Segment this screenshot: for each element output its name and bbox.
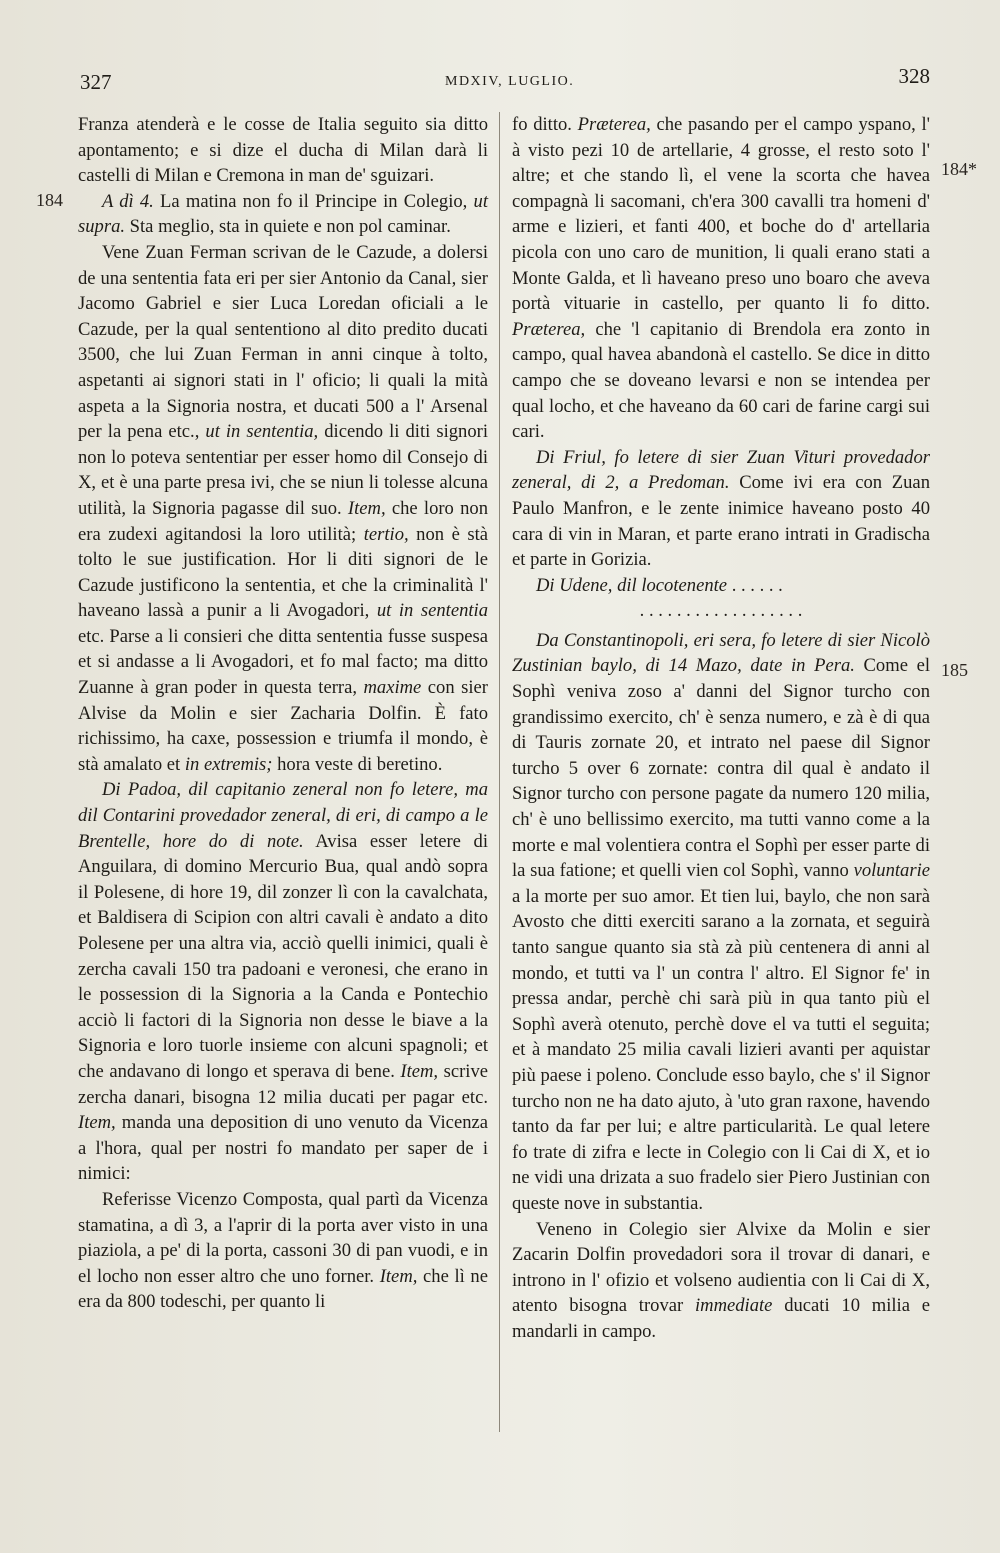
letter-heading: Da Constantinopoli, eri sera, fo letere di sier Nicolò Zustinian baylo, di 14 Mazo, date in Pera. (512, 629, 930, 677)
paragraph: Di Friul, fo letere di sier Zuan Vituri provedador zeneral, di 2, a Predoman. Come ivi era con Zuan Paulo Manfron, e le zente inimice haveano posto 40 cara di vin in Maran, et parte erano intrati in Gradischa et parte in Gorizia. (512, 446, 930, 571)
running-title: MDXIV, LUGLIO. (445, 74, 575, 89)
margin-number-left: 184 (36, 190, 63, 210)
paragraph: Franza atenderà e le cosse de Italia seguito sia ditto apontamento; e si dize el ducha di Milan darà li castelli di Milan e Cremona in man de' sguizari. (78, 114, 488, 187)
page-number-right: 328 (898, 64, 930, 88)
right-column (512, 112, 930, 1345)
paragraph: Di Udene, dil locotenente . . . . . . (536, 574, 783, 596)
paragraph: Vene Zuan Ferman scrivan de le Cazude, a dolersi de una sententia fata eri per sier Antonio da Canal, sier Jacomo Gabriel e sier Luca Loredan oficiali a le Cazude, per la qual sententiono al dito predito ducati 3500, che lui Zuan Ferman in anni cinque à tolto, aspetanti ai signori stati in l' oficio; li quali la mità aspeta a la Signoria nostra, et ducati 500 a l' Arsenal per la pena etc., ut in sententia, dicendo li diti signori non lo poteva sententiar per esser homo dil Consejo di X, et è una parte presa ivi, che se niun li tolesse alcuna utilità, la Signoria pagasse dil suo. Item, che loro non era zudexi agitandosi la loro utilità; tertio, non è stà tolto le sue justification. Hor li diti signori de le Cazude justificono la sententia, et che la criminalità l' haveano lassà a punir a li Avogadori, ut in sententia etc. Parse a li consieri che ditta sententia fusse suspesa et si andasse a li Avogadori, et fo mal facto; ma ditto Zuanne à gran poder in questa terra, maxime con sier Alvise da Molin e sier Zacharia Dolfin. È fato richissimo, ha caxe, possession e triumfa il mondo, è stà amalato et in extremis; hora veste di beretino. (78, 241, 488, 775)
paragraph: fo ditto. Præterea, che pasando per el campo yspano, l' à visto pezi 10 de artellarie, 4 grosse, el resto soto l' altre; et che stando lì, el vene la scorta che havea compagnà li sacomani, ch'era 300 cavalli tra homeni d' arme e lizieri, et fanti 400, et boche do d' artellaria picola con uno caro de munition, li quali erano stati a Monte Galda, et lì haveano preso uno boaro che aveva portà vituarie in castello, per quanto li fo ditto. Præterea, che 'l capitanio di Brendola era zonto in campo, qual havea abandonà el castello. Se dice in ditto campo che se doveano levarsi e non se intendea per qual locho, et che haveano da 60 cari de farine cargi sui cari. (512, 114, 930, 443)
letter-heading: Di Padoa, dil capitanio zeneral non fo letere, ma dil Contarini provedador zeneral, di eri, di campo a le Brentelle, hore do di note. (78, 779, 488, 852)
column-divider (499, 112, 500, 1432)
paragraph: Di Padoa, dil capitanio zeneral non fo letere, ma dil Contarini provedador zeneral, di eri, di campo a le Brentelle, hore do di note. Avisa esser letere di Anguilara, di domino Mercurio Bua, qual andò sopra il Polesene, di hore 19, dil zonzer lì con la cavalchata, et Baldisera di Scipion con altri cavali è andato a dito Polesene per una altra via, acciò quelli inimici, quali è zercha cavali 150 tra padoani e veronesi, che erano in le possession di la Signoria a la Canda e Pontechio acciò li factori di la Signoria non desse le biave a la Signoria e loro tuorle insieme con alcuni spagnoli; et che andavano di longo et sperava di bene. Item, scrive zercha danari, bisogna 12 milia ducati per pagar etc. Item, manda una deposition di uno venuto da Vicenza a l'hora, qual per nostri fo mandato per saper de i nimici: (78, 779, 489, 1185)
page-header (80, 64, 930, 100)
paragraph: Referisse Vicenzo Composta, qual partì da Vicenza stamatina, a dì 3, a l'aprir di la porta aver visto in una piaziola, a pe' di la porta, cassoni 30 di pan vuodi, e in el locho non esser altro che uno forner. Item, che lì ne era da 800 todeschi, per quanto li (78, 1188, 488, 1313)
ellipsis-line: . . . . . . . . . . . . . . . . . . (639, 600, 803, 622)
paragraph: Da Constantinopoli, eri sera, fo letere di sier Nicolò Zustinian baylo, di 14 Mazo, date in Pera. Come el Sophì veniva zoso a' danni del Signor turcho con grandissimo exercito, ch' è senza numero, e zà è di qua di Tauris zornate 20, et intrato nel paese dil Signor turcho 5 over 6 zornate: contra dil qual è andato il Signor turcho con persone pagate da numero 120 milia, ch' è uno bellissimo exercito, ma tutti vanno come a la morte e mal volentiera contra el Sophì per esser parte di la sua fatione; et quelli vien col Sophì, vanno voluntarie a la morte per suo amor. Et tien lui, baylo, che non sarà Avosto che ditti exerciti sarano a la zornata, et seguirà tanto sangue quanto sia stà zà più centenera di anni al mondo, et tutti va l' un contra l' altro. El Signor fe' in pressa andar, perchè chi sarà più in qua tanto più el Sophì averà otenuto, perchè dove el va tutti el seguita; et à mandato 25 milia cavali lizieri avanti per aquistar più paese i poleno. Conclude esso baylo, che s' il Signor turcho non ne ha dato ajuto, à 'uto gran raxone, havendo tanto da far per lui; e altre particularità. Le qual letere fo trate di zifra e lecte in Colegio con li Cai di X, et io ne vidi una drizata a suo fradelo sier Piero Justinian con queste nove in substantia. (512, 629, 930, 1214)
letter-heading: Di Udene, dil locotenente (536, 574, 728, 596)
paragraph: A dì 4. La matina non fo il Principe in Colegio, ut supra. Sta meglio, sta in quiete e non pol caminar. (78, 190, 488, 238)
letter-heading: Di Friul, fo letere di sier Zuan Vituri provedador zeneral, di 2, a Predoman. (512, 446, 930, 494)
page-number-left: 327 (80, 70, 112, 94)
left-column (78, 112, 488, 1315)
paragraph: Veneno in Colegio sier Alvixe da Molin e sier Zacarin Dolfin provedadori sora il trovar di danari, e introno in l' ofizio et volseno audientia con li Cai di X, atento bisogna trovar immediate ducati 10 milia e mandarli in campo. (512, 1218, 930, 1342)
margin-number-right-184: 184* (941, 159, 977, 179)
margin-number-right-185: 185 (941, 660, 968, 680)
date-heading: A dì 4. (102, 190, 154, 212)
